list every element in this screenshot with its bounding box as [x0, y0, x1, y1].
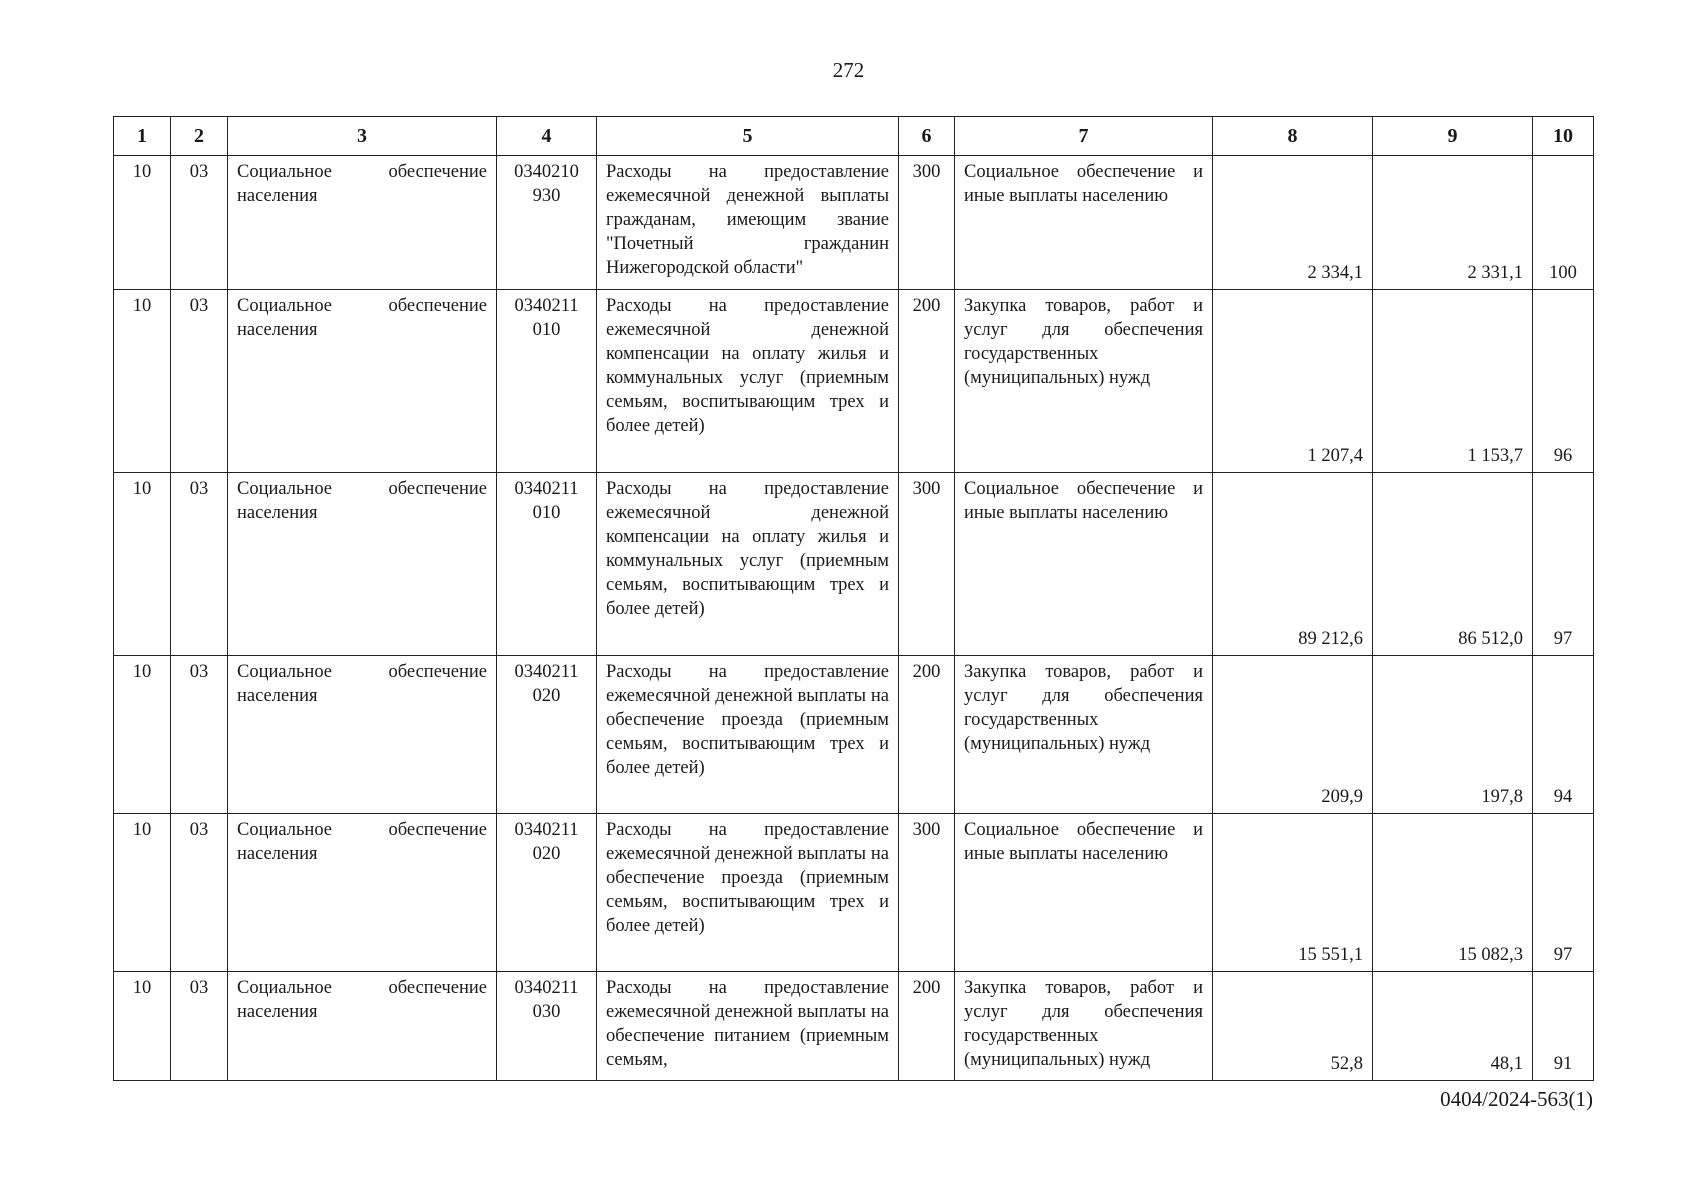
- target-article-code-part: 020: [532, 844, 561, 864]
- section-name: Социальное обеспечение населения: [228, 473, 497, 656]
- expense-type-code: 200: [899, 972, 955, 1081]
- target-article-code: [497, 814, 597, 972]
- expense-type-name: Закупка товаров, работ и услуг для обеспечения государственных (муниципальных) нужд: [955, 290, 1213, 473]
- section-name: Социальное обеспечение населения: [228, 656, 497, 814]
- target-article-code-part: 010: [532, 503, 561, 523]
- section-name: Социальное обеспечение населения: [228, 156, 497, 290]
- table-header-row: [114, 117, 1594, 156]
- column-header: 7: [955, 117, 1213, 156]
- execution-percent: 97: [1533, 473, 1594, 656]
- executed-amount: 197,8: [1373, 656, 1533, 814]
- target-article-name: Расходы на предоставление ежемесячной денежной выплаты на обеспечение проезда (приемным семьям, воспитывающим трех и более детей): [597, 656, 899, 814]
- expense-type-code: 200: [899, 656, 955, 814]
- planned-amount: 15 551,1: [1213, 814, 1373, 972]
- target-article-code-part: 010: [532, 320, 561, 340]
- planned-amount: 2 334,1: [1213, 156, 1373, 290]
- section-code: 10: [114, 156, 171, 290]
- expense-type-code: 300: [899, 473, 955, 656]
- execution-percent: 96: [1533, 290, 1594, 473]
- target-article-code: [497, 156, 597, 290]
- subsection-code: 03: [171, 656, 228, 814]
- target-article-code-part: 0340211: [514, 662, 579, 682]
- executed-amount: 15 082,3: [1373, 814, 1533, 972]
- planned-amount: 52,8: [1213, 972, 1373, 1081]
- expense-type-name: Социальное обеспечение и иные выплаты населению: [955, 814, 1213, 972]
- execution-percent: 100: [1533, 156, 1594, 290]
- target-article-name: Расходы на предоставление ежемесячной денежной компенсации на оплату жилья и коммунальных услуг (приемным семьям, воспитывающим трех и более детей): [597, 290, 899, 473]
- execution-percent: 97: [1533, 814, 1594, 972]
- table-row: [114, 814, 1594, 972]
- target-article-code-part: 020: [532, 686, 561, 706]
- target-article-name: Расходы на предоставление ежемесячной денежной выплаты на обеспечение проезда (приемным семьям, воспитывающим трех и более детей): [597, 814, 899, 972]
- target-article-code: [497, 290, 597, 473]
- target-article-code-part: 0340211: [514, 820, 579, 840]
- document-id: 0404/2024-563(1): [1440, 1087, 1593, 1111]
- expense-type-name: Социальное обеспечение и иные выплаты населению: [955, 473, 1213, 656]
- subsection-code: 03: [171, 814, 228, 972]
- table-row: [114, 156, 1594, 290]
- target-article-code: [497, 473, 597, 656]
- subsection-code: 03: [171, 290, 228, 473]
- column-header: 3: [228, 117, 497, 156]
- target-article-code-part: 0340210: [514, 162, 579, 182]
- column-header: 9: [1373, 117, 1533, 156]
- execution-percent: 94: [1533, 656, 1594, 814]
- section-name: Социальное обеспечение населения: [228, 814, 497, 972]
- section-name: Социальное обеспечение населения: [228, 290, 497, 473]
- execution-percent: 91: [1533, 972, 1594, 1081]
- subsection-code: 03: [171, 473, 228, 656]
- section-code: 10: [114, 656, 171, 814]
- subsection-code: 03: [171, 156, 228, 290]
- section-name: Социальное обеспечение населения: [228, 972, 497, 1081]
- expense-type-name: Закупка товаров, работ и услуг для обеспечения государственных (муниципальных) нужд: [955, 972, 1213, 1081]
- executed-amount: 2 331,1: [1373, 156, 1533, 290]
- target-article-code: [497, 972, 597, 1081]
- expense-type-code: 300: [899, 156, 955, 290]
- section-code: 10: [114, 972, 171, 1081]
- target-article-code-part: 930: [532, 186, 561, 206]
- page-number: 272: [832, 58, 865, 82]
- target-article-name: Расходы на предоставление ежемесячной денежной выплаты гражданам, имеющим звание "Почетный гражданин Нижегородской области": [597, 156, 899, 290]
- section-code: 10: [114, 814, 171, 972]
- budget-table: [113, 116, 1594, 1081]
- column-header: 8: [1213, 117, 1373, 156]
- table-row: [114, 290, 1594, 473]
- executed-amount: 48,1: [1373, 972, 1533, 1081]
- column-header: 1: [114, 117, 171, 156]
- target-article-code-part: 0340211: [514, 479, 579, 499]
- target-article-name: Расходы на предоставление ежемесячной денежной выплаты на обеспечение питанием (приемным семьям,: [597, 972, 899, 1081]
- executed-amount: 86 512,0: [1373, 473, 1533, 656]
- column-header: 5: [597, 117, 899, 156]
- column-header: 10: [1533, 117, 1594, 156]
- section-code: 10: [114, 473, 171, 656]
- expense-type-code: 300: [899, 814, 955, 972]
- table-row: [114, 473, 1594, 656]
- section-code: 10: [114, 290, 171, 473]
- table-row: [114, 656, 1594, 814]
- target-article-name: Расходы на предоставление ежемесячной денежной компенсации на оплату жилья и коммунальных услуг (приемным семьям, воспитывающим трех и более детей): [597, 473, 899, 656]
- planned-amount: 209,9: [1213, 656, 1373, 814]
- executed-amount: 1 153,7: [1373, 290, 1533, 473]
- column-header: 2: [171, 117, 228, 156]
- subsection-code: 03: [171, 972, 228, 1081]
- expense-type-code: 200: [899, 290, 955, 473]
- target-article-code: [497, 656, 597, 814]
- expense-type-name: Социальное обеспечение и иные выплаты населению: [955, 156, 1213, 290]
- expense-type-name: Закупка товаров, работ и услуг для обеспечения государственных (муниципальных) нужд: [955, 656, 1213, 814]
- target-article-code-part: 0340211: [514, 978, 579, 998]
- column-header: 6: [899, 117, 955, 156]
- table-row: [114, 972, 1594, 1081]
- column-header: 4: [497, 117, 597, 156]
- planned-amount: 1 207,4: [1213, 290, 1373, 473]
- target-article-code-part: 030: [532, 1002, 561, 1022]
- planned-amount: 89 212,6: [1213, 473, 1373, 656]
- target-article-code-part: 0340211: [514, 296, 579, 316]
